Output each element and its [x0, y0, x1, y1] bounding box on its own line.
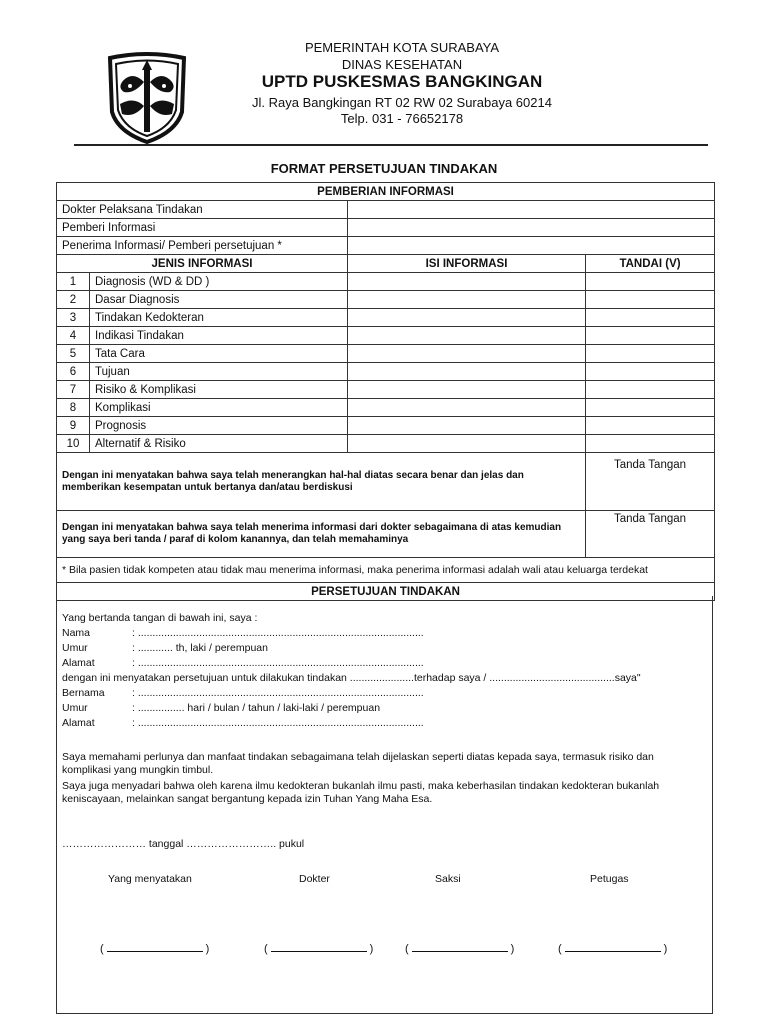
- form-title: FORMAT PERSETUJUAN TINDAKAN: [270, 161, 498, 176]
- signature-line-doctor[interactable]: [264, 942, 373, 955]
- paren-open: (: [558, 943, 562, 955]
- column-header-type: JENIS INFORMASI: [57, 255, 348, 273]
- row-content-cell[interactable]: [348, 309, 586, 327]
- recipient-signature-cell[interactable]: Tanda Tangan: [586, 511, 715, 558]
- address-label: Alamat: [62, 657, 95, 669]
- signer-label-witness: Saksi: [435, 873, 461, 885]
- table-row: [57, 381, 715, 399]
- information-table: [56, 182, 715, 601]
- table-row: [57, 309, 715, 327]
- paren-open: (: [405, 943, 409, 955]
- signature-line-witness[interactable]: [405, 942, 514, 955]
- row-content-cell[interactable]: [348, 435, 586, 453]
- row-content-cell[interactable]: [348, 273, 586, 291]
- consent-name-row: [62, 627, 424, 639]
- signature-blank[interactable]: [271, 942, 367, 952]
- row-label: Diagnosis (WD & DD ): [90, 273, 348, 291]
- field-label-informant: Pemberi Informasi: [57, 219, 348, 237]
- row-label: Tata Cara: [90, 345, 348, 363]
- row-content-cell[interactable]: [348, 399, 586, 417]
- row-label: Alternatif & Risiko: [90, 435, 348, 453]
- table-row: [57, 363, 715, 381]
- consent-address-row: [62, 657, 424, 669]
- understanding-paragraph: Saya memahami perlunya dan manfaat tindakan sebagaimana telah dijelaskan seperti diatas kepada saya, termasuk risiko dan komplikasi yang mungkin timbul.: [62, 751, 654, 776]
- row-mark-cell[interactable]: [586, 381, 715, 399]
- address-field[interactable]: : ..................................................................................................: [132, 657, 424, 669]
- paren-open: (: [100, 943, 104, 955]
- section-title-consent: PERSETUJUAN TINDAKAN: [57, 583, 715, 601]
- doctor-declaration: Dengan ini menyatakan bahwa saya telah menerangkan hal-hal diatas secara benar dan jelas dan memberikan kesempatan untuk bertanya dan/atau berdiskusi: [57, 453, 586, 511]
- patient-name-field[interactable]: : ..................................................................................................: [132, 687, 424, 699]
- column-header-mark: TANDAI (V): [586, 255, 715, 273]
- signature-blank[interactable]: [412, 942, 508, 952]
- row-number: 6: [57, 363, 90, 381]
- field-value-informant[interactable]: [348, 219, 715, 237]
- row-mark-cell[interactable]: [586, 273, 715, 291]
- header-divider: [74, 144, 708, 146]
- row-number: 1: [57, 273, 90, 291]
- paren-close: ): [369, 943, 374, 955]
- paren-close: ): [663, 943, 668, 955]
- consent-statement: dengan ini menyatakan persetujuan untuk dilakukan tindakan ......................terhadap saya / ...........................................saya": [62, 672, 641, 684]
- age-label: Umur: [62, 642, 88, 654]
- row-label: Prognosis: [90, 417, 348, 435]
- header-institution: UPTD PUSKESMAS BANGKINGAN: [261, 72, 543, 91]
- section-title-information: PEMBERIAN INFORMASI: [57, 183, 715, 201]
- row-label: Tindakan Kedokteran: [90, 309, 348, 327]
- patient-age-label: Umur: [62, 702, 88, 714]
- row-label: Tujuan: [90, 363, 348, 381]
- row-number: 7: [57, 381, 90, 399]
- row-label: Risiko & Komplikasi: [90, 381, 348, 399]
- table-row: [57, 435, 715, 453]
- signer-label-officer: Petugas: [590, 873, 629, 885]
- patient-address-field[interactable]: : ..................................................................................................: [132, 717, 424, 729]
- row-number: 3: [57, 309, 90, 327]
- row-mark-cell[interactable]: [586, 327, 715, 345]
- signer-label-declarant: Yang menyatakan: [108, 873, 192, 885]
- row-content-cell[interactable]: [348, 291, 586, 309]
- age-field[interactable]: : ............ th, laki / perempuan: [132, 642, 268, 654]
- table-row: [57, 417, 715, 435]
- row-mark-cell[interactable]: [586, 363, 715, 381]
- patient-age-field[interactable]: : ................ hari / bulan / tahun / laki-laki / perempuan: [132, 702, 381, 714]
- patient-name-label: Bernama: [62, 687, 105, 699]
- patient-age-row: [62, 702, 380, 714]
- table-row: [57, 273, 715, 291]
- patient-address-label: Alamat: [62, 717, 95, 729]
- patient-name-row: [62, 687, 424, 699]
- field-value-recipient[interactable]: [348, 237, 715, 255]
- date-time-line[interactable]: …………………… tanggal …………………….. pukul: [62, 838, 305, 850]
- row-number: 5: [57, 345, 90, 363]
- table-row: [57, 345, 715, 363]
- row-number: 4: [57, 327, 90, 345]
- signer-label-doctor: Dokter: [299, 873, 330, 885]
- row-mark-cell[interactable]: [586, 435, 715, 453]
- header-phone: Telp. 031 - 76652178: [340, 111, 464, 126]
- awareness-paragraph: Saya juga menyadari bahwa oleh karena ilmu kedokteran bukanlah ilmu pasti, maka keberhasilan tindakan kedokteran bukanlah keniscayaan, melainkan sangat bergantung kepada izin Tuhan Yang Maha Esa.: [62, 780, 660, 805]
- patient-address-row: [62, 717, 424, 729]
- footnote: * Bila pasien tidak kompeten atau tidak mau menerima informasi, maka penerima informasi adalah wali atau keluarga terdekat: [57, 558, 715, 583]
- row-mark-cell[interactable]: [586, 345, 715, 363]
- row-mark-cell[interactable]: [586, 399, 715, 417]
- row-mark-cell[interactable]: [586, 309, 715, 327]
- row-mark-cell[interactable]: [586, 417, 715, 435]
- signature-blank[interactable]: [107, 942, 203, 952]
- row-content-cell[interactable]: [348, 345, 586, 363]
- row-content-cell[interactable]: [348, 363, 586, 381]
- consent-age-row: [62, 642, 268, 654]
- row-content-cell[interactable]: [348, 417, 586, 435]
- signature-line-declarant[interactable]: [100, 942, 209, 955]
- consent-intro: Yang bertanda tangan di bawah ini, saya :: [62, 612, 258, 624]
- column-header-content: ISI INFORMASI: [348, 255, 586, 273]
- name-field[interactable]: : ..................................................................................................: [132, 627, 424, 639]
- row-number: 2: [57, 291, 90, 309]
- recipient-declaration: Dengan ini menyatakan bahwa saya telah menerima informasi dari dokter sebagaimana di atas kemudian yang saya beri tanda / paraf di kolom kanannya, dan telah memahaminya: [57, 511, 586, 558]
- table-row: [57, 291, 715, 309]
- table-row: [57, 327, 715, 345]
- signature-blank[interactable]: [565, 942, 661, 952]
- field-value-doctor[interactable]: [348, 201, 715, 219]
- row-content-cell[interactable]: [348, 381, 586, 399]
- row-label: Indikasi Tindakan: [90, 327, 348, 345]
- paren-close: ): [510, 943, 515, 955]
- row-mark-cell[interactable]: [586, 291, 715, 309]
- row-content-cell[interactable]: [348, 327, 586, 345]
- paren-open: (: [264, 943, 268, 955]
- row-number: 9: [57, 417, 90, 435]
- name-label: Nama: [62, 627, 91, 639]
- header-address: Jl. Raya Bangkingan RT 02 RW 02 Surabaya 60214: [252, 95, 552, 110]
- row-number: 10: [57, 435, 90, 453]
- row-label: Dasar Diagnosis: [90, 291, 348, 309]
- row-number: 8: [57, 399, 90, 417]
- header-government: PEMERINTAH KOTA SURABAYA: [304, 40, 500, 55]
- header-department: DINAS KESEHATAN: [341, 57, 463, 72]
- field-label-recipient: Penerima Informasi/ Pemberi persetujuan *: [57, 237, 348, 255]
- row-label: Komplikasi: [90, 399, 348, 417]
- paren-close: ): [205, 943, 210, 955]
- field-label-doctor: Dokter Pelaksana Tindakan: [57, 201, 348, 219]
- doctor-signature-cell[interactable]: Tanda Tangan: [586, 453, 715, 511]
- signature-line-officer[interactable]: [558, 942, 667, 955]
- table-row: [57, 399, 715, 417]
